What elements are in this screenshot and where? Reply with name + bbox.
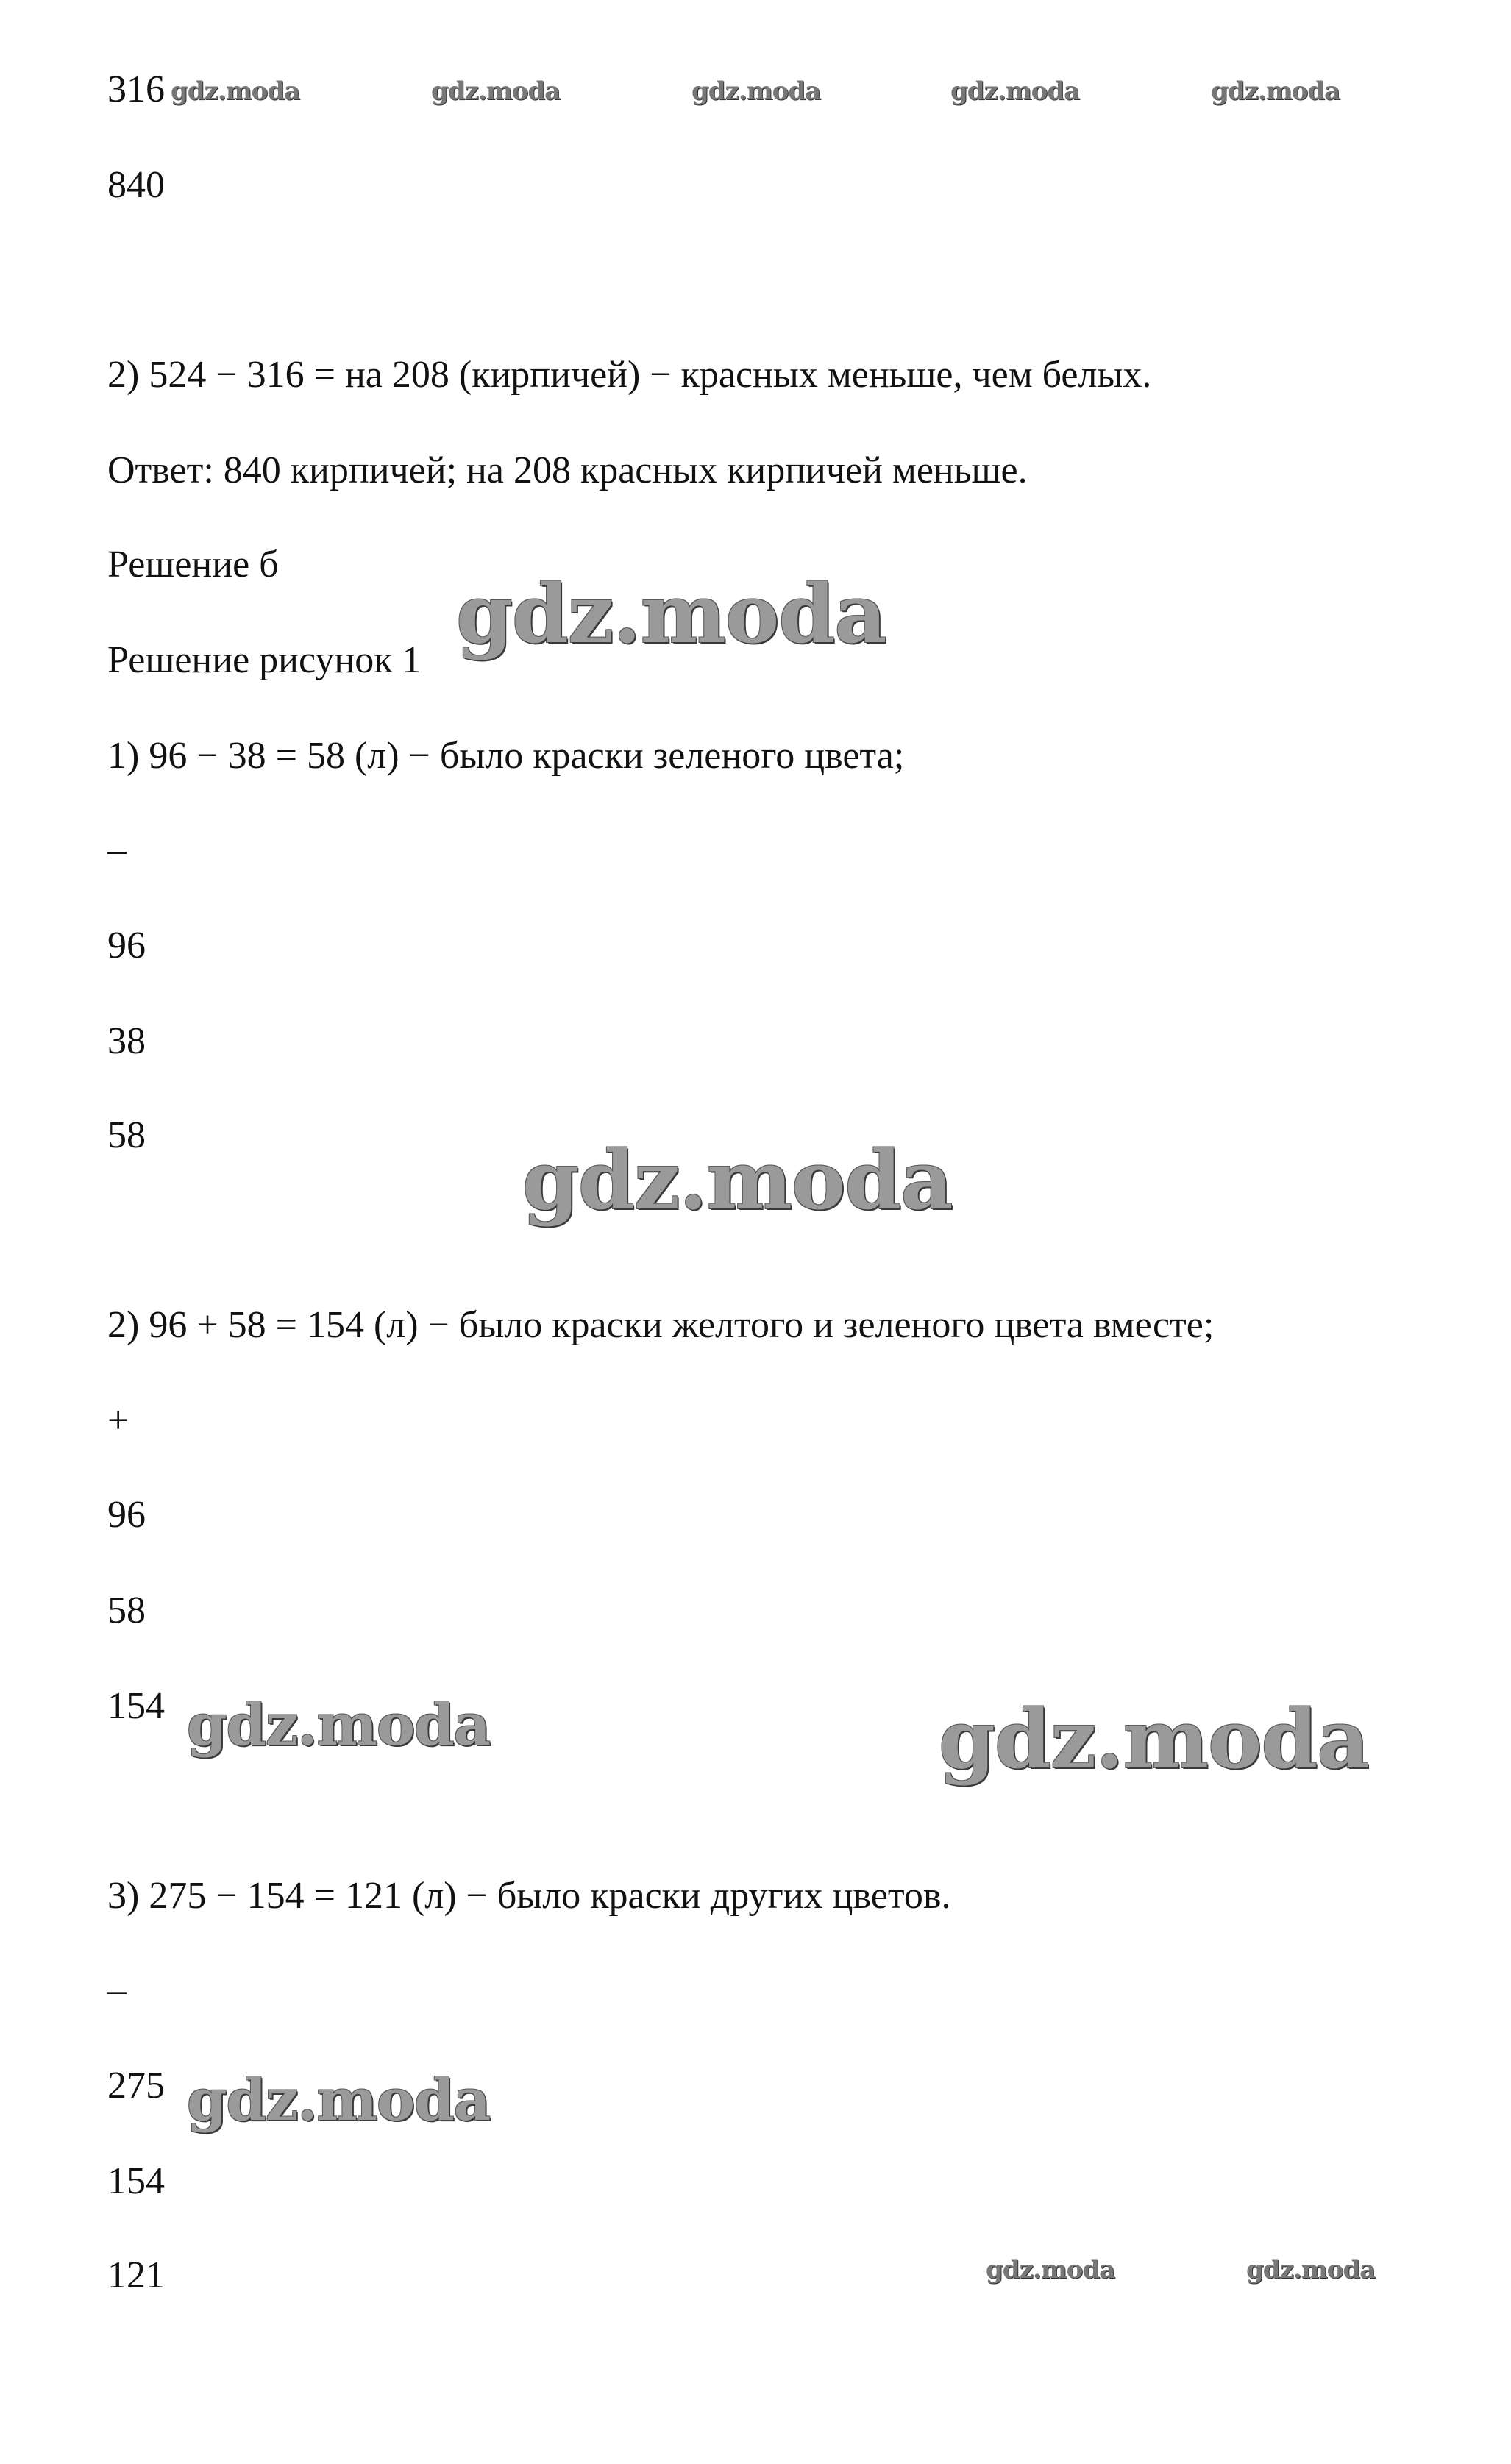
column-result: 58: [107, 1114, 146, 1156]
text-line-840: 840: [107, 164, 165, 206]
watermark: gdz.moda: [691, 76, 821, 106]
watermark: gdz.moda: [986, 2255, 1115, 2285]
watermark: gdz.moda: [522, 1133, 953, 1228]
answer-line: Ответ: 840 кирпичей; на 208 красных кирпичей меньше.: [107, 449, 1028, 491]
watermark: gdz.moda: [171, 76, 300, 106]
solution-b-heading: Решение б: [107, 544, 279, 585]
step-2-paint: 2) 96 + 58 = 154 (л) − было краски желтого и зеленого цвета вместе;: [107, 1304, 1215, 1346]
column-value: 58: [107, 1589, 146, 1631]
watermark: gdz.moda: [431, 76, 561, 106]
column-minus-sign: –: [107, 1969, 127, 2011]
step-2-bricks: 2) 524 − 316 = на 208 (кирпичей) − красных меньше, чем белых.: [107, 354, 1152, 396]
column-result: 121: [107, 2254, 165, 2296]
watermark: gdz.moda: [1246, 2255, 1376, 2285]
column-value: 275: [107, 2065, 165, 2107]
watermark: gdz.moda: [950, 76, 1080, 106]
watermark: gdz.moda: [187, 1692, 491, 1759]
column-plus-sign: +: [107, 1400, 129, 1442]
column-value: 38: [107, 1020, 146, 1062]
solution-figure-1-heading: Решение рисунок 1: [107, 639, 422, 681]
column-minus-sign: –: [107, 829, 127, 871]
column-value: 96: [107, 925, 146, 966]
column-result: 154: [107, 1685, 165, 1727]
watermark: gdz.moda: [939, 1692, 1369, 1787]
watermark: gdz.moda: [187, 2067, 491, 2134]
column-value: 154: [107, 2160, 165, 2202]
watermark: gdz.moda: [456, 566, 886, 661]
watermark: gdz.moda: [1211, 76, 1340, 106]
step-1-paint: 1) 96 − 38 = 58 (л) − было краски зеленого цвета;: [107, 735, 905, 777]
column-value: 96: [107, 1494, 146, 1536]
step-3-paint: 3) 275 − 154 = 121 (л) − было краски других цветов.: [107, 1875, 951, 1917]
text-line-316: 316: [107, 68, 165, 110]
